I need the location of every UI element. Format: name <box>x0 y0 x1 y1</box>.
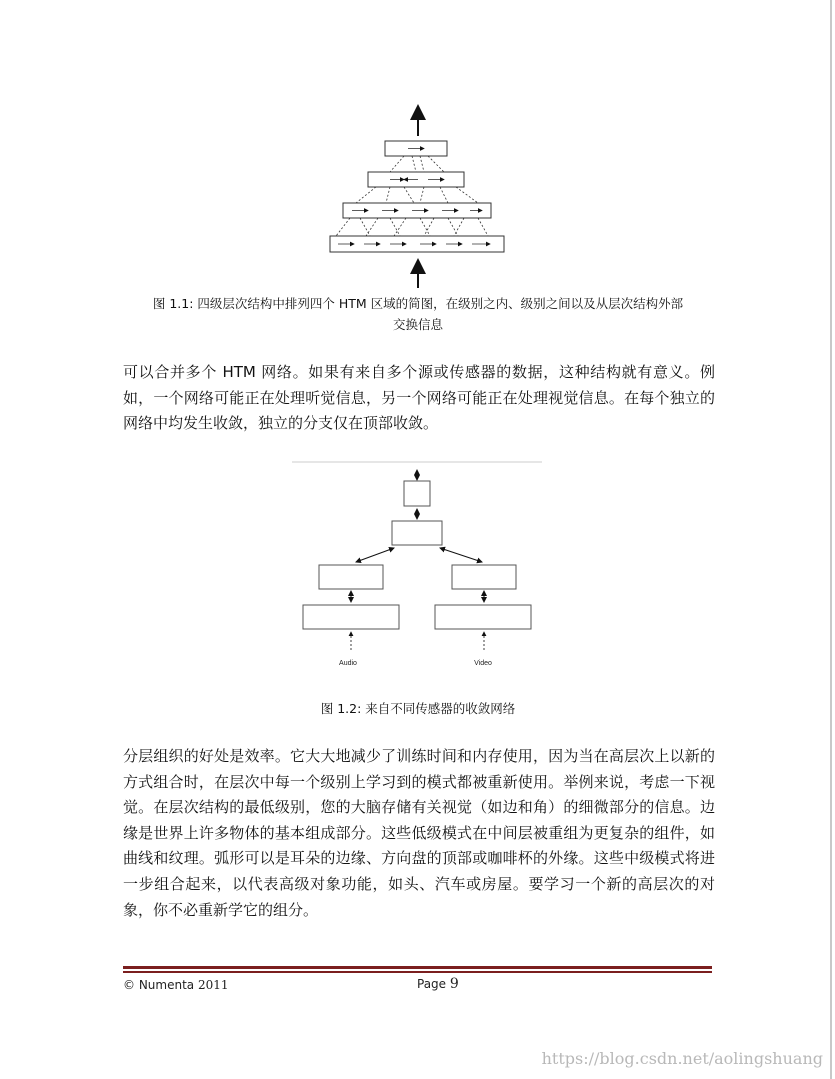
footer-rule-thin <box>123 971 712 973</box>
convergence-node <box>392 521 442 545</box>
copyright-text: © Numenta <box>123 978 195 992</box>
paragraph-1: 可以合并多个 HTM 网络。如果有来自多个源或传感器的数据，这种结构就有意义。例如，一个网络可能正在处理听觉信息，另一个网络可能正在处理视觉信息。在每个独立的网络中均发生收敛，独立的分支仅在顶部收敛。 <box>123 363 715 433</box>
convergence-network-diagram <box>290 460 546 674</box>
audio-label: Audio <box>339 660 357 667</box>
figure-1-2-caption: 图 1.2: 来自不同传感器的收敛网络 <box>320 701 516 716</box>
video-label: Video <box>474 660 492 667</box>
video-low-node <box>435 605 531 629</box>
caption-line-1: 图 1.1: 四级层次结构中排列四个 HTM 区域的简图，在级别之内、级别之间以及从层次结构外部 <box>152 296 684 311</box>
footer-rule-thick <box>123 966 712 969</box>
figure-1-1-caption <box>120 293 716 335</box>
page-label: Page <box>417 977 447 991</box>
caption-line-2: 交换信息 <box>392 317 443 332</box>
video-mid-node <box>452 565 516 589</box>
audio-mid-node <box>319 565 383 589</box>
paragraph-2: 分层组织的好处是效率。它大大地减少了训练时间和内存使用，因为当在高层次上以新的方式组合时，在层次中每一个级别上学习到的模式都被重新使用。举例来说，考虑一下视觉。在层次结构的最低级别，您的大脑存储有关视觉（如边和角）的细微部分的信息。边缘是世界上许多物体的基本组成部分。这些低级模式在中间层被重组为更复杂的组件，如曲线和纹理。弧形可以是耳朵的边缘、方向盘的顶部或咖啡杯的外缘。这些中级模式将进一步组合起来，以代表高级对象功能，如头、汽车或房屋。要学习一个新的高层次的对象，你不必重新学它的组分。 <box>123 747 715 919</box>
htm-hierarchy-diagram <box>320 100 516 290</box>
copyright-year: 2011 <box>197 978 229 992</box>
audio-low-node <box>303 605 399 629</box>
footer-page <box>417 976 459 992</box>
figure-1-2 <box>290 460 546 674</box>
page-right-border <box>830 0 832 1079</box>
intra-level-arrows <box>338 149 490 245</box>
watermark-url: https://blog.csdn.net/aolingshuang <box>541 1049 823 1068</box>
figure-1-1 <box>320 100 516 290</box>
page-number: 9 <box>449 976 459 992</box>
inter-level-arrows <box>336 156 488 236</box>
top-node <box>404 481 430 506</box>
footer-copyright <box>123 978 229 992</box>
